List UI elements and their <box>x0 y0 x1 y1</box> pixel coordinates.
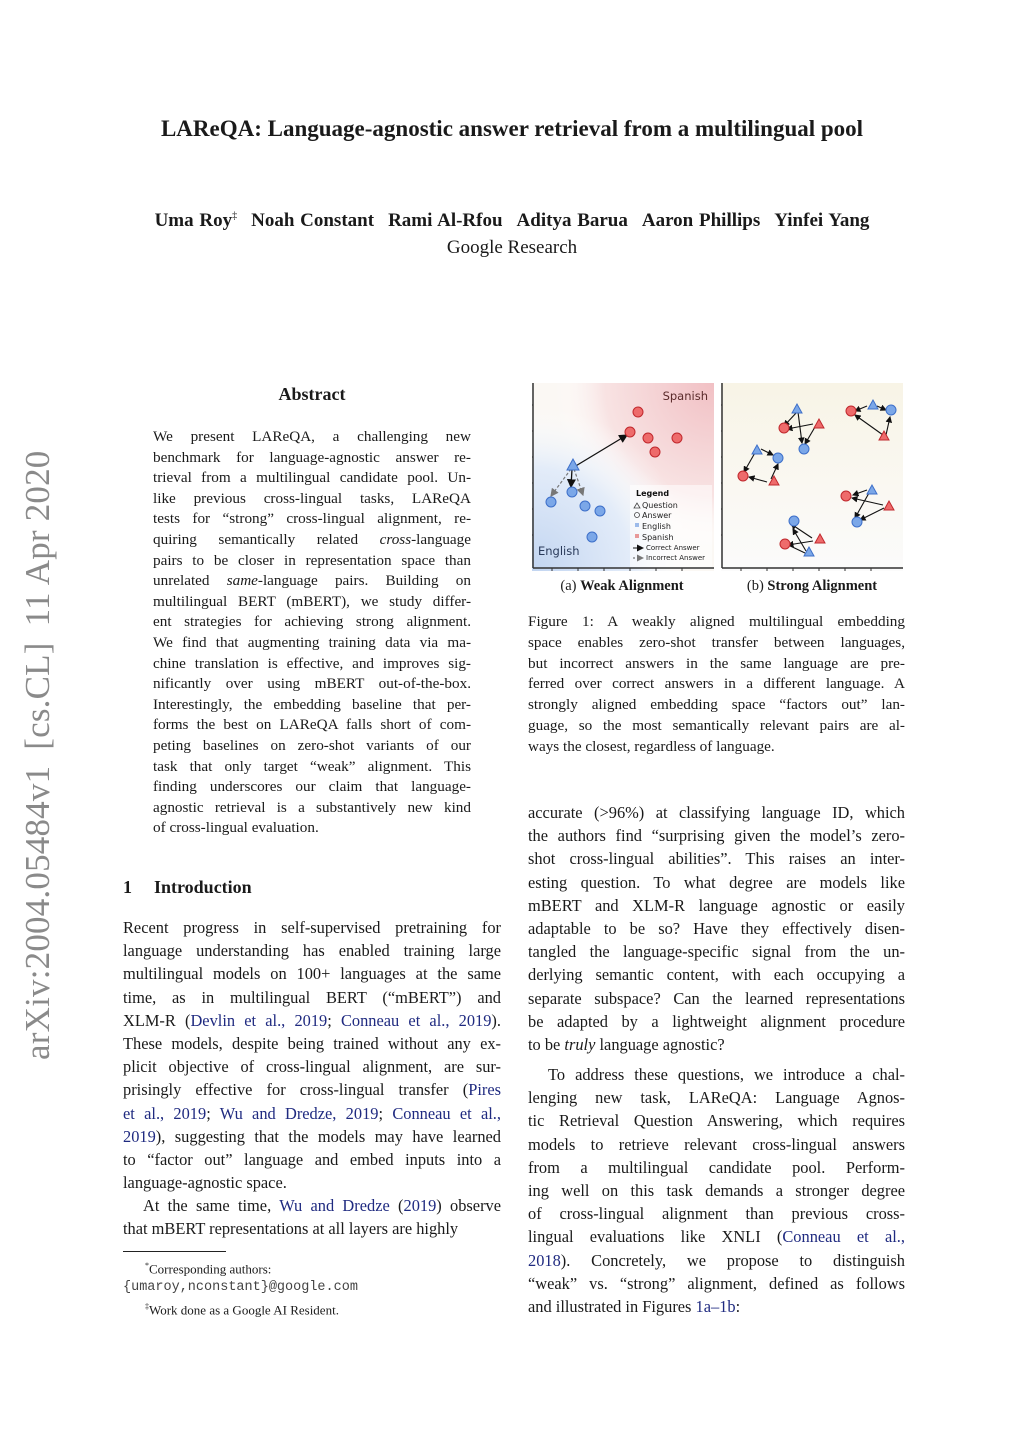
section-heading-introduction <box>123 877 252 898</box>
text-line: ent strategies for achieving strong alignment. <box>153 613 471 631</box>
text-line: tic Retrieval Question Answering, which requires <box>528 1111 905 1131</box>
text-line: strongly aligned embedding space “factors out” lan- <box>528 696 905 714</box>
text-line: tests for “strong” cross-lingual alignment, re- <box>153 510 471 528</box>
figure-caption <box>528 612 905 758</box>
text-line: language-agnostic space. <box>123 1173 287 1193</box>
footnote-rule <box>123 1251 226 1252</box>
citation-link[interactable]: Wu and Dredze, 2019 <box>219 1103 379 1123</box>
text-line: finding underscores our claim that language- <box>153 778 471 796</box>
citation-link[interactable]: 2018 <box>528 1250 561 1270</box>
text-line: prisingly effective for cross-lingual transfer (Pires <box>123 1080 501 1100</box>
author-name: Rami Al-Rfou <box>388 210 503 231</box>
citation-link[interactable]: 2019 <box>403 1196 437 1216</box>
text-line: 2018). Concretely, we propose to distinguish <box>528 1250 905 1270</box>
text-line: benchmark for language-agnostic answer re- <box>153 448 471 466</box>
subcaption-label: Strong Alignment <box>767 578 878 594</box>
subcaption-b <box>719 578 905 595</box>
author-name: Aditya Barua <box>516 210 628 231</box>
strong-alignment-plot <box>721 383 903 571</box>
affiliation: Google Research <box>446 237 578 258</box>
text-line: be adapted by a lightweight alignment procedure <box>528 1011 905 1031</box>
legend-title: Legend <box>636 489 670 498</box>
citation-link[interactable]: Conneau et al., <box>392 1103 501 1123</box>
text-line: space enables zero-shot transfer between languages, <box>528 633 905 651</box>
footnote-emails[interactable]: {umaroy,nconstant}@google.com <box>123 1280 358 1296</box>
text-line: lenging new task, LAReQA: Language Agnos- <box>528 1088 905 1108</box>
text-line: the authors find “surprising given the model’s zero- <box>528 826 905 846</box>
text-line: XLM-R (Devlin et al., 2019; Conneau et al., 2019). <box>123 1010 501 1030</box>
text-line: mBERT and XLM-R language agnostic or easily <box>528 895 905 915</box>
abstract-heading: Abstract <box>278 384 346 404</box>
text-line: peting baselines on zero-shot variants of our <box>153 736 471 754</box>
text-line: et al., 2019; Wu and Dredze, 2019; Conneau et al., <box>123 1103 501 1123</box>
footnote-mark: ‡ <box>145 1302 149 1312</box>
text-line: separate subspace? Can the learned representations <box>528 988 905 1008</box>
text-line: guage, so the most semantically relevant pairs are al- <box>528 716 905 734</box>
text-line: that mBERT representations at all layers are highly <box>123 1219 459 1239</box>
arxiv-id[interactable]: arXiv:2004.05484v1 <box>18 765 57 1060</box>
text-line: to be truly language agnostic? <box>528 1034 725 1054</box>
text-line: Interestingly, the embedding baseline that per- <box>153 695 471 713</box>
text-line: and illustrated in Figures 1a–1b: <box>528 1296 741 1316</box>
citation-link[interactable]: Pires <box>468 1080 501 1100</box>
legend-item-spanish: Spanish <box>642 533 674 542</box>
author-name: Noah Constant <box>251 210 375 231</box>
text-line: These models, despite being trained without any ex- <box>123 1033 501 1053</box>
legend-item-question: Question <box>642 501 678 510</box>
text-line: trieval from a multilingual candidate pool. Un- <box>153 469 471 487</box>
author-name: Yinfei Yang <box>774 210 870 231</box>
arxiv-stamp <box>18 440 58 1060</box>
author-name: Aaron Phillips <box>641 210 761 231</box>
intro-left-column <box>123 916 501 1241</box>
legend-spanish-swatch <box>635 534 639 538</box>
legend-item-english: English <box>642 522 671 531</box>
text-line: To address these questions, we introduce a chal- <box>548 1065 905 1084</box>
text-line: At the same time, Wu and Dredze (2019) observe <box>143 1196 502 1216</box>
author-list <box>0 210 1024 232</box>
region-label-english: English <box>538 544 580 558</box>
text-line: We present LAReQA, a challenging new <box>153 428 471 445</box>
text-line: esting question. To what degree are models like <box>528 872 905 892</box>
legend-item-answer: Answer <box>642 511 672 520</box>
intro-right-column-p2 <box>528 1063 905 1318</box>
text-line: to “factor out” language and embed inputs into a <box>123 1149 501 1169</box>
legend-item-correct: Correct Answer <box>646 544 700 552</box>
author-footnote-mark[interactable]: ‡ <box>232 210 238 222</box>
region-label-spanish: Spanish <box>662 389 708 403</box>
text-line: multilingual models on 100+ languages at the same <box>123 964 501 984</box>
citation-link[interactable]: 1a–1b <box>695 1296 736 1316</box>
text-line: ferred over correct answers in a different language. A <box>528 675 905 693</box>
subcaption-label: Weak Alignment <box>580 578 684 594</box>
arxiv-category: [cs.CL] <box>18 642 57 750</box>
text-line: ing well on this task demands a stronger degree <box>528 1180 905 1200</box>
footnote-label: Corresponding authors: <box>149 1261 272 1277</box>
footnotes <box>123 1256 503 1320</box>
intro-right-column-p1 <box>528 801 905 1056</box>
text-line: from a multilingual candidate pool. Perform- <box>528 1157 905 1177</box>
text-line: unrelated same-language pairs. Building on <box>153 572 471 590</box>
text-line: of cross-lingual alignment than previous cross- <box>528 1204 905 1224</box>
citation-link[interactable]: Conneau et al., <box>782 1227 905 1247</box>
text-line: ways the closest, regardless of language. <box>528 737 775 755</box>
text-line: language understanding has enabled training large <box>123 941 501 961</box>
text-line: 2019), suggesting that the models may have learned <box>123 1126 501 1146</box>
text-line: models to retrieve relevant cross-lingual answers <box>528 1134 905 1154</box>
paper-title: LAReQA: Language-agnostic answer retrieval from a multilingual pool <box>160 116 864 141</box>
arxiv-date: 11 Apr 2020 <box>18 450 57 627</box>
text-line: quiring semantically related cross-language <box>153 530 471 548</box>
citation-link[interactable]: Devlin et al., 2019 <box>190 1010 328 1030</box>
footnote-mark: * <box>145 1261 149 1270</box>
section-number: 1 <box>123 877 132 897</box>
text-line: lingual evaluations like XNLI (Conneau et al., <box>528 1227 905 1247</box>
footnote-text: Work done as a Google AI Resident. <box>149 1302 339 1318</box>
text-line: forms the best on LAReQA falls short of com- <box>153 716 471 734</box>
text-line: Figure 1: A weakly aligned multilingual embedding <box>528 613 905 630</box>
citation-link[interactable]: 2019 <box>123 1126 156 1146</box>
text-line: accurate (>96%) at classifying language ID, which <box>528 803 905 822</box>
legend-english-swatch <box>635 523 639 527</box>
text-line: multilingual BERT (mBERT), we study differ- <box>153 592 471 610</box>
footnote-resident <box>123 1297 503 1319</box>
text-line: of cross-lingual evaluation. <box>153 819 319 837</box>
text-line: task that only target “weak” alignment. This <box>153 757 471 775</box>
subcaption-prefix: (b) <box>746 578 768 594</box>
author-name: Uma Roy‡ <box>154 210 238 231</box>
text-line: nificantly over using mBERT out-of-the-box. <box>153 675 471 693</box>
text-line: but incorrect answers in the same language are pre- <box>528 654 905 672</box>
legend-item-incorrect: Incorrect Answer <box>646 554 706 562</box>
text-line: plicit objective of cross-lingual alignment, are sur- <box>123 1057 501 1077</box>
text-line: derlying semantic content, with each occupying a <box>528 965 905 985</box>
figure-legend <box>630 485 712 567</box>
figure-1b-strong-alignment <box>721 383 903 571</box>
text-line: time, as in multilingual BERT (“mBERT”) and <box>123 987 501 1007</box>
text-line: pairs to be closer in representation space than <box>153 551 471 569</box>
citation-link[interactable]: Conneau et al., 2019 <box>340 1010 492 1030</box>
citation-link[interactable]: Wu and Dredze <box>279 1196 390 1216</box>
text-line: Recent progress in self-supervised pretraining for <box>123 918 501 937</box>
subcaption-prefix: (a) <box>560 578 581 594</box>
text-line: “weak” vs. “strong” alignment, defined as follows <box>528 1273 905 1293</box>
text-line: adaptable to be so? Have they effectively disen- <box>528 918 905 938</box>
figure-1a-weak-alignment <box>532 383 714 571</box>
section-title: Introduction <box>154 877 252 897</box>
text-line: like previous cross-lingual tasks, LAReQA <box>153 489 471 507</box>
text-line: tangled the language-specific signal from the un- <box>528 942 905 962</box>
text-line: chine translation is effective, and improves sig- <box>153 654 471 672</box>
text-line: agnostic retrieval is a substantively new kind <box>153 798 471 816</box>
text-line: We find that augmenting training data via ma- <box>153 633 471 651</box>
footnote-corresponding <box>123 1256 503 1278</box>
abstract-body <box>153 427 471 839</box>
text-line: shot cross-lingual abilities”. This raises an inter- <box>528 849 905 869</box>
subcaption-a <box>532 578 712 595</box>
citation-link[interactable]: et al., 2019 <box>123 1103 207 1123</box>
weak-alignment-plot <box>532 383 714 571</box>
